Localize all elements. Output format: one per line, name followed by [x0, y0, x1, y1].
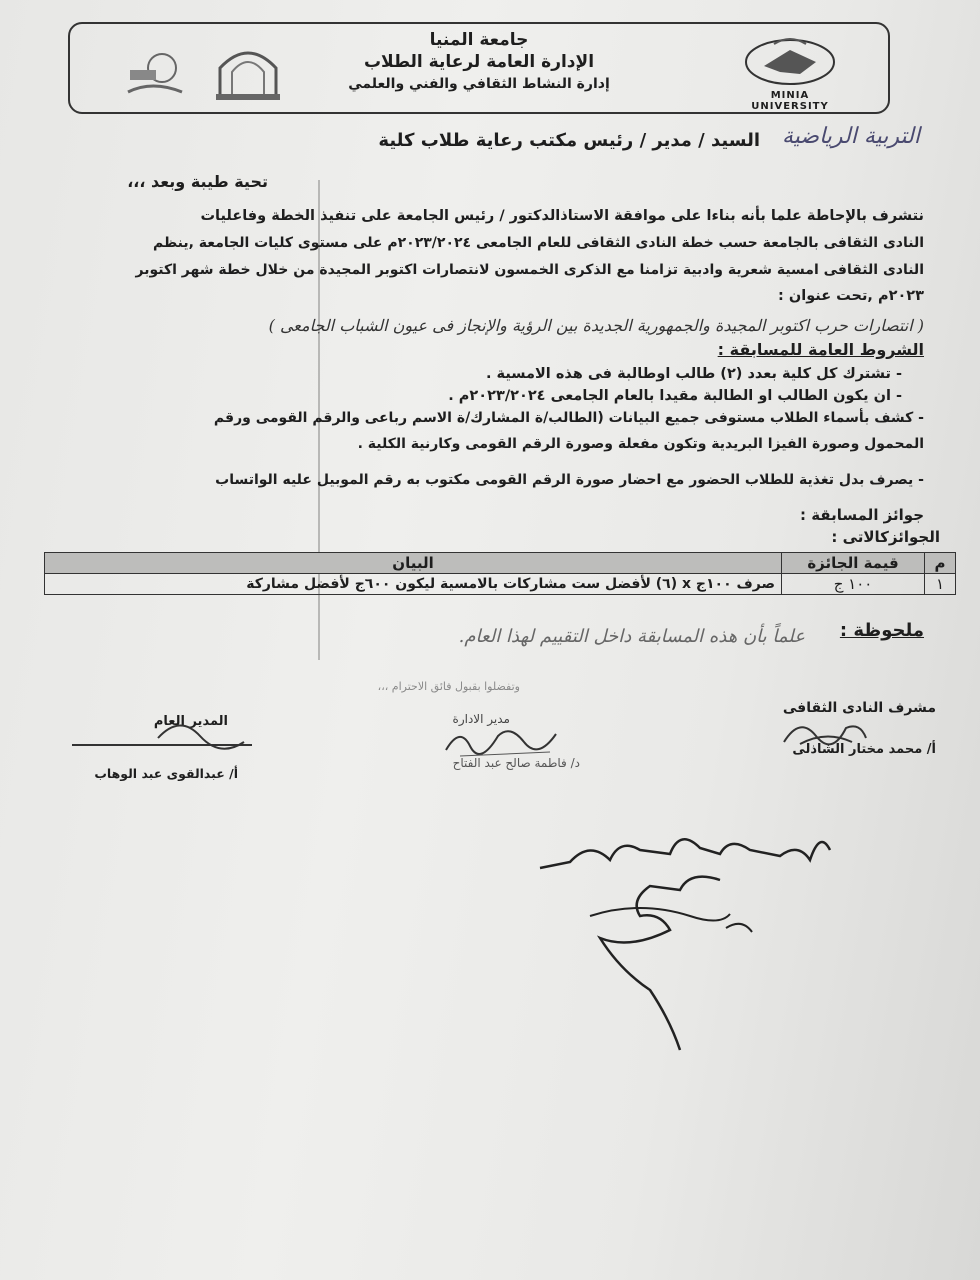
university-seal-icon — [730, 32, 850, 98]
greeting: تحية طيبة وبعد ،،، — [127, 172, 268, 191]
col-value-header: قيمة الجائزة — [782, 553, 925, 574]
addressee-line: السيد / مدير / رئيس مكتب رعاية طلاب كلية — [378, 130, 760, 151]
body-line-2: النادى الثقافى بالجامعة حسب خطة النادى الثقافى للعام الجامعى ٢٠٢٣/٢٠٢٤م على مستوى كليات الجامعة ,ينظم — [153, 235, 924, 251]
signature-mark — [150, 708, 250, 752]
signature-mark — [780, 712, 870, 752]
table-row — [45, 574, 956, 595]
student-care-logo — [210, 38, 286, 104]
table-header-row — [45, 553, 956, 574]
header-university: جامعة المنيا — [429, 30, 529, 50]
letterhead — [68, 22, 890, 114]
prize-value: ١٠٠ ج — [782, 574, 925, 595]
condition-item: - يصرف بدل تغذية للطلاب الحضور مع احضار صورة الرقم القومى مكتوب به رقم الموبيل عليه الواتساب — [215, 472, 924, 488]
body-line-4: ٢٠٢٣م ,تحت عنوان : — [778, 288, 924, 304]
cultural-club-logo — [122, 44, 188, 104]
addressee-faculty: التربية الرياضية — [781, 124, 920, 149]
body-line-3: النادى الثقافى امسية شعرية وادبية تزامنا مع الذكرى الخمسون لانتصارات اكتوبر المجيدة من خلال خطة شهر اكتوبر — [135, 262, 924, 278]
prizes-subheading: الجوائزكالاتى : — [831, 528, 940, 546]
header-department: الإدارة العامة لرعاية الطلاب — [363, 52, 595, 72]
col-no-header: م — [925, 553, 956, 574]
condition-item: المحمول وصورة الفيزا البريدية وتكون مفعلة وصورة الرقم القومى وكارنية الكلية . — [357, 436, 924, 452]
prize-no: ١ — [925, 574, 956, 595]
header-section: إدارة النشاط الثقافي والفني والعلمي — [348, 76, 610, 92]
condition-item: - ان يكون الطالب او الطالبة مقيدا بالعام الجامعى ٢٠٢٣/٢٠٢٤م . — [448, 388, 902, 404]
signature-title: المدير العام — [153, 714, 228, 729]
signature-title: مدير الادارة — [452, 712, 510, 726]
condition-item: - كشف بأسماء الطلاب مستوفى جميع البيانات (الطالب/ة المشارك/ة الاسم رباعى والرقم القومى ورقم — [213, 410, 924, 426]
condition-item: - تشترك كل كلية بعدد (٢) طالب اوطالبة فى هذه الامسية . — [486, 366, 902, 382]
signature-name: أ/ محمد مختار الشاذلى — [792, 742, 936, 757]
signature-name: أ/ عبدالقوى عبد الوهاب — [94, 766, 238, 781]
note-text: علماً بأن هذه المسابقة داخل التقييم لهذا العام. — [458, 626, 805, 647]
note-label: ملحوظة : — [839, 620, 924, 641]
body-line-1: نتشرف بالإحاطة علما بأنه بناءا على موافقة الاستاذالدكتور / رئيس الجامعة على تنفيذ الخطة وفاعليات — [200, 208, 924, 224]
arch-logo-icon — [210, 38, 286, 104]
signature-name: د/ فاطمة صالح عبد الفتاح — [452, 756, 580, 770]
conditions-heading: الشروط العامة للمسابقة : — [717, 340, 924, 359]
university-logo — [730, 32, 850, 110]
handwritten-approval — [530, 820, 860, 1060]
prizes-heading: جوائز المسابقة : — [799, 506, 924, 524]
prize-desc: صرف ١٠٠ج x (٦) لأفضل ست مشاركات بالامسية ليكون ٦٠٠ج لأفضل مشاركة — [45, 574, 782, 595]
prize-table — [44, 552, 956, 595]
logo-caption: MINIA UNIVERSITY — [751, 90, 829, 112]
signature-mark — [440, 716, 560, 760]
event-title: ( انتصارات حرب اكتوبر المجيدة والجمهورية الجديدة بين الرؤية والإنجاز فى عيون الشباب الجامعى ) — [268, 316, 924, 335]
signature-title: مشرف النادى الثقافى — [782, 700, 936, 716]
club-logo-icon — [122, 44, 188, 104]
col-desc-header: البيان — [45, 553, 782, 574]
closing-line: وتفضلوا بقبول فائق الاحترام ،،، — [377, 680, 520, 693]
